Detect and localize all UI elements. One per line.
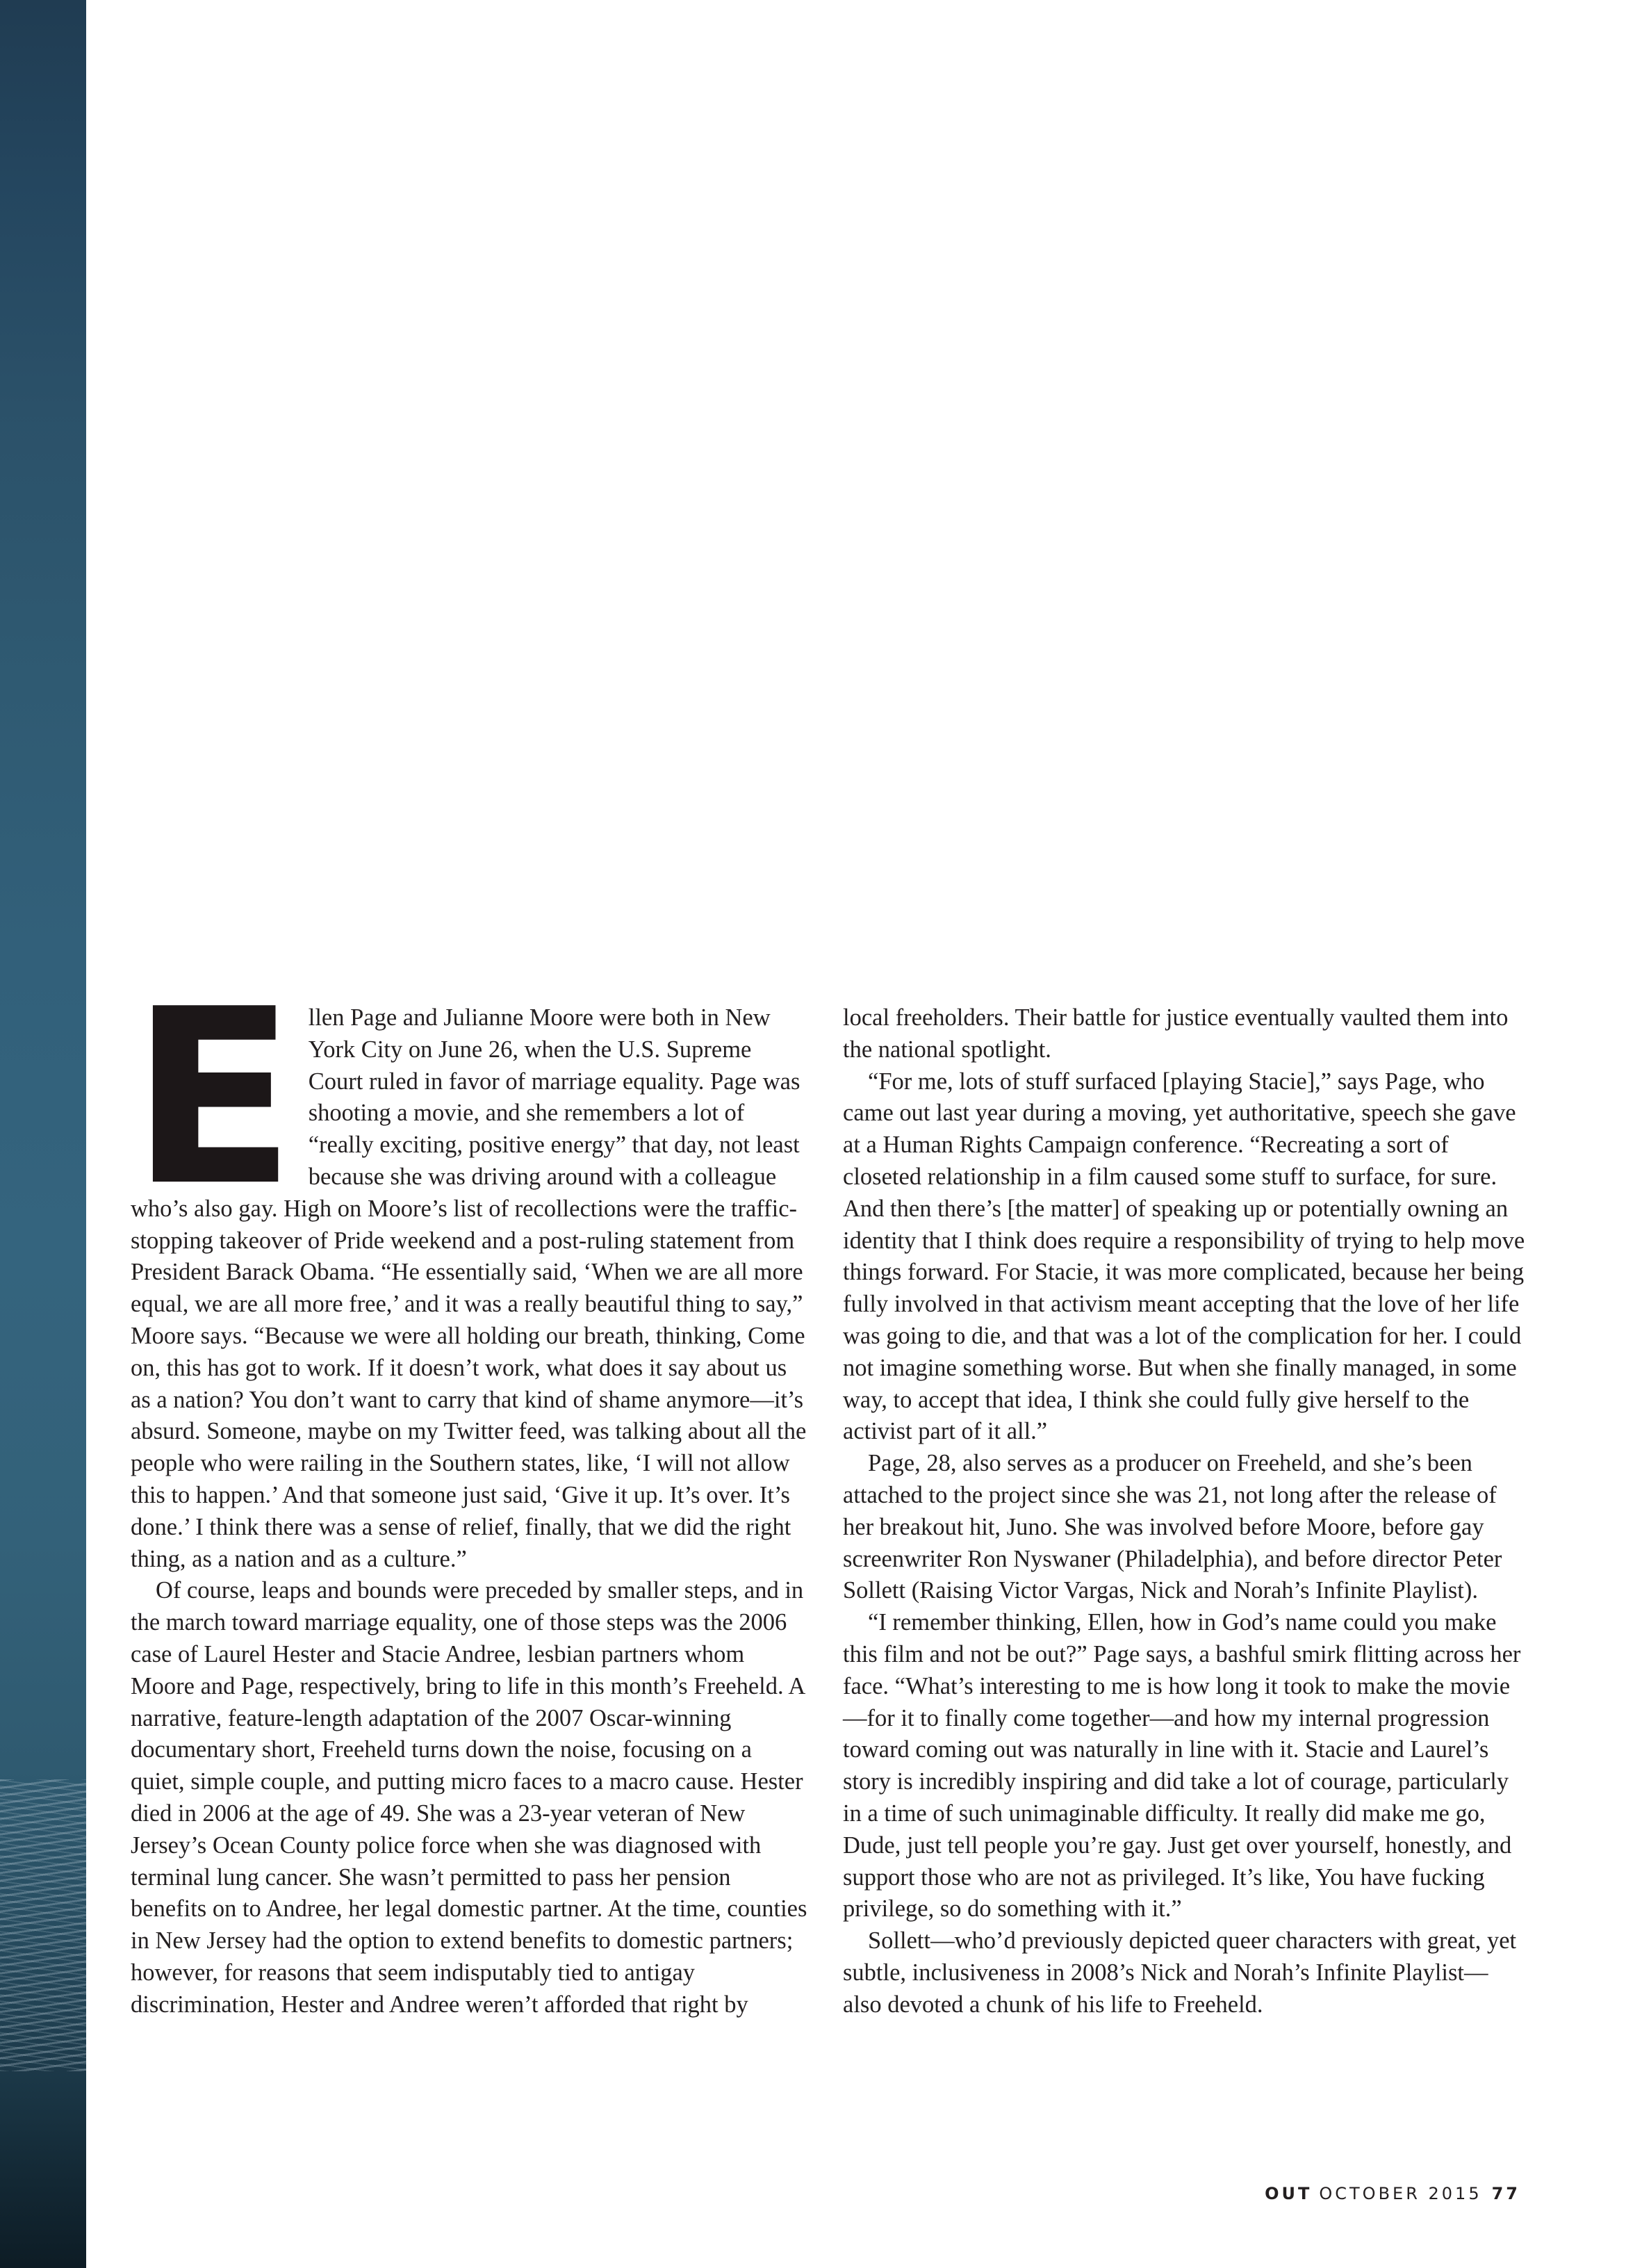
paragraph-2: Of course, leaps and bounds were preceded by smaller steps, and in the march toward marriage equality, one of those steps was the 2006 case of Laurel Hester and Stacie Andree, lesbian partners whom Moore and Page, respectively, bring to life in this month’s Freeheld. A narrative, feature-length adaptation of the 2007 Oscar-winning documentary short, Freeheld turns down the noise, focusing on a quiet, simple couple, and putting micro faces to a macro cause. Hester died in 2006 at the age of 49. She was a 23-year veteran of New Jersey’s Ocean County police force when she was diagnosed with terminal lung cancer. She wasn’t permitted to pass her pension benefits on to Andree, her legal domestic partner. At the time, counties in New Jersey had the option to extend benefits to domestic partners; however, for reasons that seem indisputably tied to antigay discrimination, Hester and Andree weren’t afforded that right by [131, 1577, 807, 2018]
article-column-right [843, 1002, 1525, 2021]
magazine-name: OUT [1265, 2184, 1313, 2203]
cover-photo-edge [0, 0, 86, 2268]
paragraph-7: Sollett—who’d previously depicted queer characters with great, yet subtle, inclusiveness in 2008’s Nick and Norah’s Infinite Playlist—also devoted a chunk of his life to Freeheld. [843, 1927, 1517, 2018]
paragraph-4: “For me, lots of stuff surfaced [playing Stacie],” says Page, who came out last year during a moving, yet authoritative, speech she gave at a Human Rights Campaign conference. “Recreating a sort of closeted relationship in a film caused some stuff to surface, for sure. And then there’s [the matter] of speaking up or potentially owning an identity that I think does require a responsibility of trying to help move things forward. For Stacie, it was more complicated, because her being fully involved in that activism meant accepting that the love of her life was going to die, and that was a lot of the complication for her. I could not imagine something worse. But when she finally managed, in some way, to accept that idea, I think she could fully give herself to the activist part of it all.” [843, 1068, 1525, 1445]
article-column-left [131, 958, 808, 2021]
water-spray-texture [0, 1779, 86, 2071]
paragraph-3: local freeholders. Their battle for justice eventually vaulted them into the national spotlight. [843, 1004, 1509, 1063]
paragraph-5: Page, 28, also serves as a producer on Freeheld, and she’s been attached to the project since she was 21, not long after the release of her breakout hit, Juno. She was involved before Moore, before gay screenwriter Ron Nyswaner (Philadelphia), and before director Peter Sollett (Raising Victor Vargas, Nick and Norah’s Infinite Playlist). [843, 1450, 1502, 1604]
page-number: 77 [1491, 2184, 1520, 2203]
issue-date: OCTOBER 2015 [1319, 2184, 1482, 2203]
page-folio [1265, 2184, 1520, 2203]
paragraph-1: llen Page and Julianne Moore were both in New York City on June 26, when the U.S. Supreme Court ruled in favor of marriage equality. Page was shooting a movie, and she remembers a lot of “really exciting, positive energy” that day, not least because she was driving around with a colleague who’s also gay. High on Moore’s list of recollections were the traffic-stopping takeover of Pride weekend and a post-ruling statement from President Barack Obama. “He essentially said, ‘When we are all more equal, we are all more free,’ and it was a really beautiful thing to say,” Moore says. “Because we were all holding our breath, thinking, Come on, this has got to work. If it doesn’t work, what does it say about us as a nation? You don’t want to carry that kind of shame anymore—it’s absurd. Someone, maybe on my Twitter feed, was talking about all the people who were railing in the Southern states, like, ‘I will not allow this to happen.’ And that someone just said, ‘Give it up. It’s over. It’s done.’ I think there was a sense of relief, finally, that we did the right thing, as a nation and as a culture.” [131, 1004, 807, 1572]
drop-cap: E [131, 958, 290, 1239]
paragraph-6: “I remember thinking, Ellen, how in God’s name could you make this film and not be out?” Page says, a bashful smirk flitting across her face. “What’s interesting to me is how long it took to make the movie—for it to finally come together—and how my internal progression toward coming out was naturally in line with it. Stacie and Laurel’s story is incredibly inspiring and did take a lot of courage, particularly in a time of such unimaginable difficulty. It really did make me go, Dude, just tell people you’re gay. Just get over yourself, honestly, and support those who are not as privileged. It’s like, You have fucking privilege, so do something with it.” [843, 1609, 1521, 1923]
